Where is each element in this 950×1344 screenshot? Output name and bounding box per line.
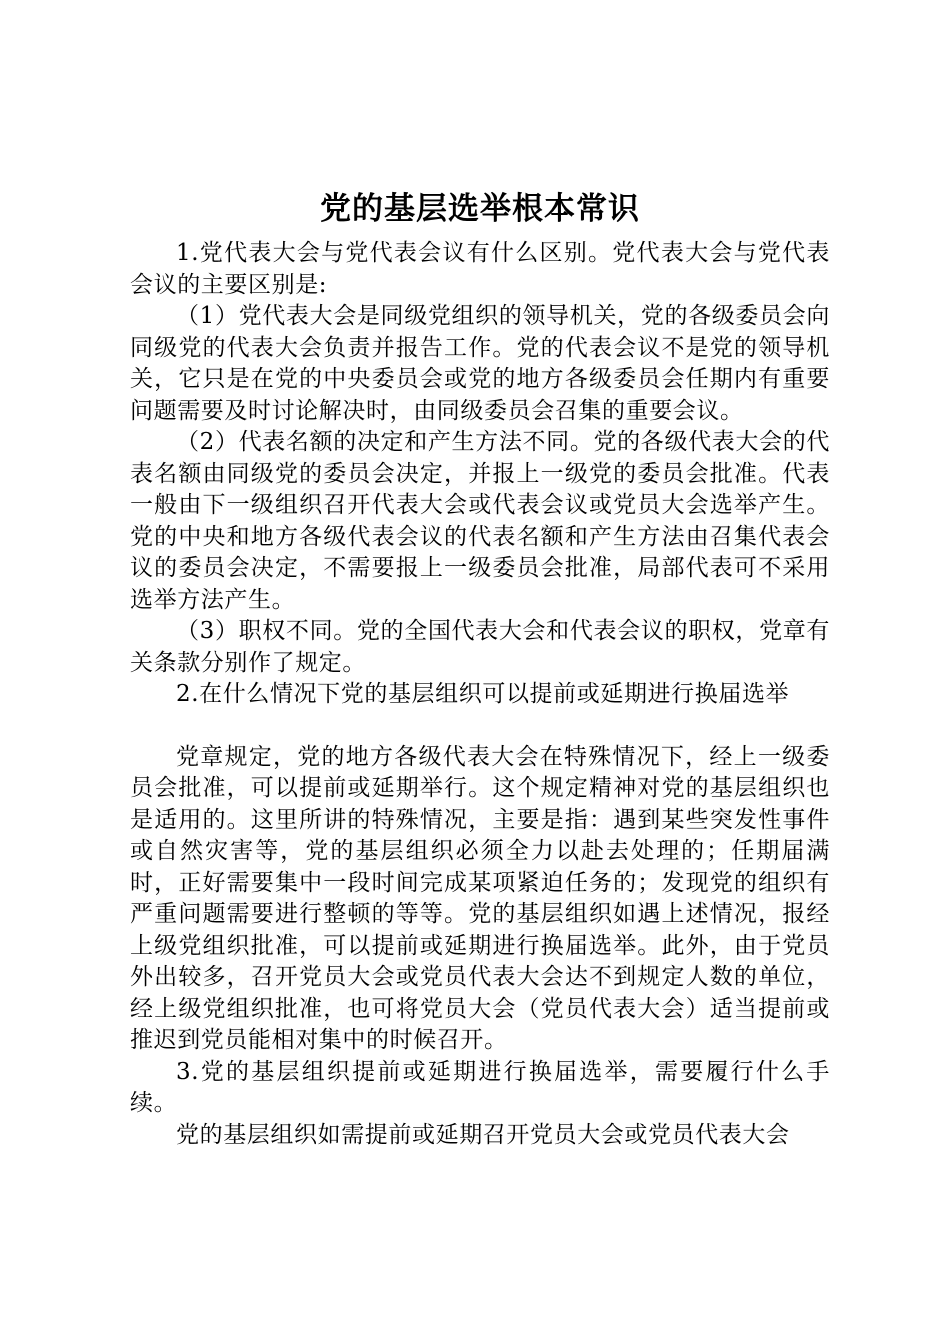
paragraph-q1-point3: （3）职权不同。党的全国代表大会和代表会议的职权，党章有关条款分别作了规定。 bbox=[130, 618, 830, 676]
document-title: 党的基层选举根本常识 bbox=[320, 191, 640, 227]
paragraph-q1: 1.党代表大会与党代表会议有什么区别。党代表大会与党代表会议的主要区别是: bbox=[130, 240, 830, 298]
paragraph-q3-answer: 党的基层组织如需提前或延期召开党员大会或党员代表大会 bbox=[176, 1121, 790, 1148]
paragraph-q1-point2: （2）代表名额的决定和产生方法不同。党的各级代表大会的代表名额由同级党的委员会决定，并报上一级党的委员会批准。代表一般由下一级组织召开代表大会或代表会议或党员大会选举产生。党的中央和地方各级代表会议的代表名额和产生方法由召集代表会议的委员会决定，不需要报上一级委员会批准，局部代表可不采用选举方法产生。 bbox=[130, 429, 830, 613]
document-page bbox=[130, 186, 830, 1151]
blank-line bbox=[130, 711, 830, 742]
paragraph-q2-answer: 党章规定，党的地方各级代表大会在特殊情况下，经上一级委员会批准，可以提前或延期举行。这个规定精神对党的基层组织也是适用的。这里所讲的特殊情况，主要是指：遇到某些突发性事件或自然灾害等，党的基层组织必须全力以赴去处理的；任期届满时，正好需要集中一段时间完成某项紧迫任务的；发现党的组织有严重问题需要进行整顿的等等。党的基层组织如遇上述情况，报经上级党组织批准，可以提前或延期进行换届选举。此外，由于党员外出较多，召开党员大会或党员代表大会达不到规定人数的单位，经上级党组织批准，也可将党员大会（党员代表大会）适当提前或推迟到党员能相对集中的时候召开。 bbox=[130, 743, 830, 1053]
paragraph-q3: 3.党的基层组织提前或延期进行换届选举，需要履行什么手续。 bbox=[130, 1058, 830, 1116]
paragraph-q2: 2.在什么情况下党的基层组织可以提前或延期进行换届选举 bbox=[176, 681, 790, 707]
paragraph-q1-point1: （1）党代表大会是同级党组织的领导机关，党的各级委员会向同级党的代表大会负责并报告工作。党的代表会议不是党的领导机关，它只是在党的中央委员会或党的地方各级委员会任期内有重要问题需要及时讨论解决时，由同级委员会召集的重要会议。 bbox=[130, 303, 830, 424]
